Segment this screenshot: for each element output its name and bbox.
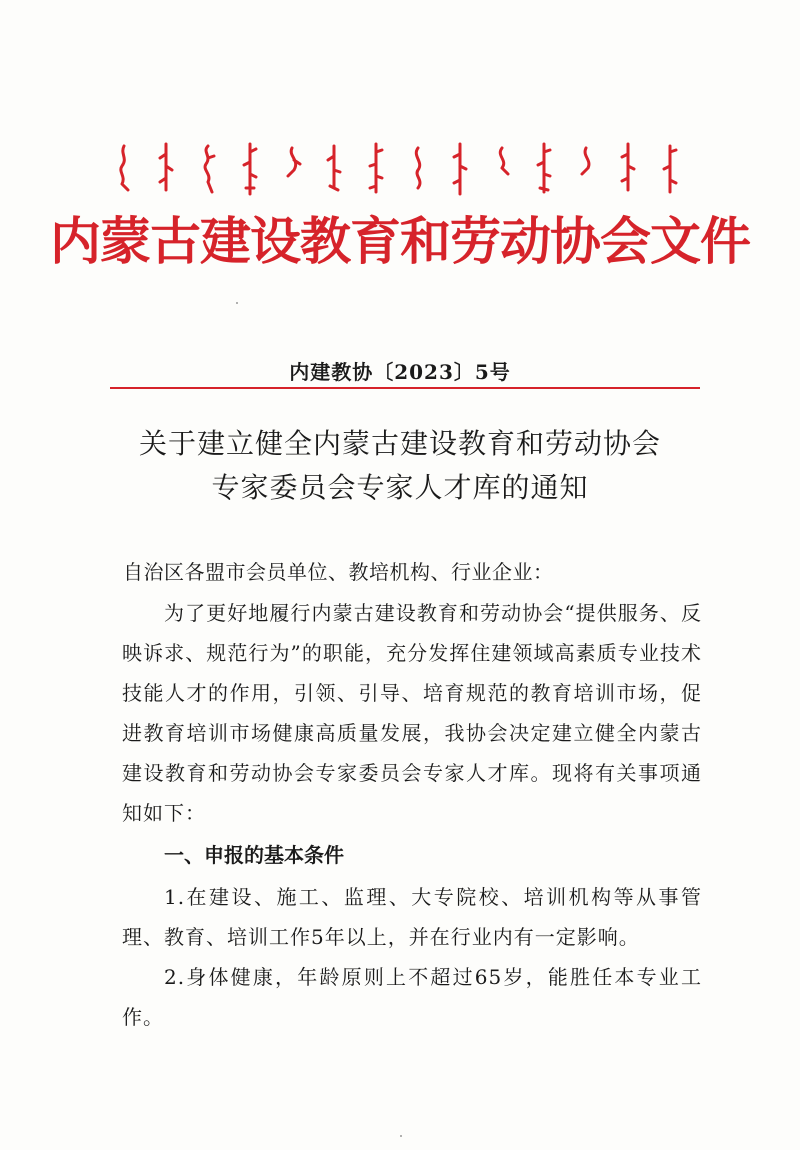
scan-speck (400, 1135, 402, 1137)
notice-title-line-2: 专家委员会专家人才库的通知 (211, 471, 589, 504)
notice-title (60, 422, 740, 510)
condition-item-1: 1.在建设、施工、监理、大专院校、培训机构等从事管理、教育、培训工作5年以上，并在行业内有一定影响。 (122, 885, 702, 949)
organization-document-title: 内蒙古建设教育和劳动协会文件 (49, 213, 750, 272)
document-number: 内建教协〔2023〕5号 (289, 360, 511, 384)
mongolian-script-graphic (112, 140, 702, 202)
scan-speck (236, 302, 238, 304)
condition-item-2: 2.身体健康，年龄原则上不超过65岁，能胜任本专业工作。 (122, 965, 702, 1029)
mongolian-script-header (112, 140, 702, 202)
red-divider-line (110, 387, 700, 389)
intro-paragraph: 为了更好地履行内蒙古建设教育和劳动协会“提供服务、反映诉求、规范行为”的职能，充分发挥住建领域高素质专业技术技能人才的作用，引领、引导、培育规范的教育培训市场，促进教育培训市场健康高质量发展，我协会决定建立健全内蒙古建设教育和劳动协会专家委员会专家人才库。现将有关事项通知如下： (122, 601, 702, 825)
section-heading-basic-conditions: 一、申报的基本条件 (164, 843, 344, 867)
notice-title-line-1: 关于建立健全内蒙古建设教育和劳动协会 (138, 427, 661, 460)
salutation: 自治区各盟市会员单位、教培机构、行业企业： (123, 560, 554, 584)
